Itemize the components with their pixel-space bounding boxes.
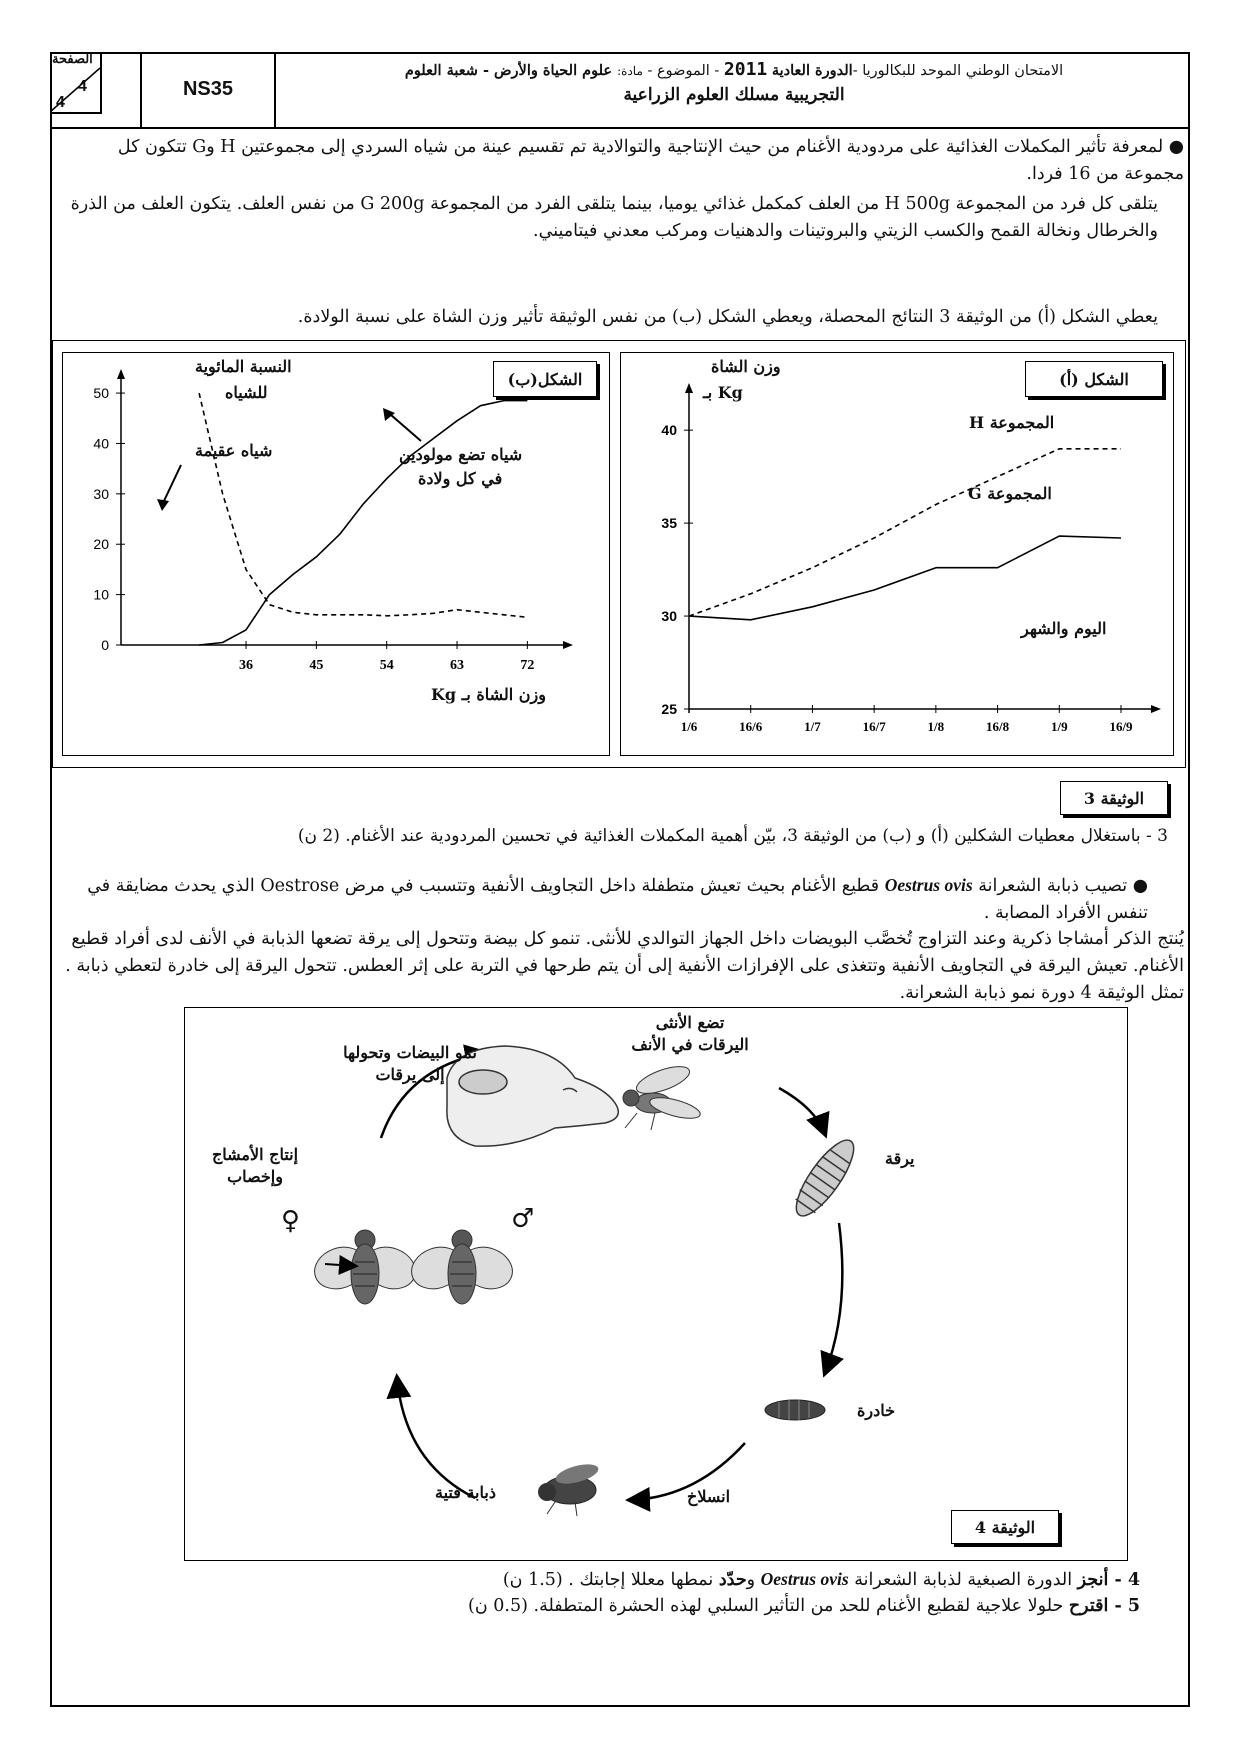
larva-icon (787, 1133, 863, 1224)
header-track: التجريبية مسلك العلوم الزراعية (623, 85, 845, 105)
oestrus-paragraph-1 (58, 872, 1148, 927)
chart-b-ytick-label: 20 (93, 536, 109, 553)
chart-b-xtick-label: 72 (520, 658, 535, 673)
chart-a-xtick-label: 1/8 (927, 719, 945, 734)
chart-b-twins-arrow (391, 415, 421, 441)
chart-b-frame (62, 352, 610, 756)
intro-paragraph-2: يتلقى كل فرد من المجموعة H 500g من العلف كمكمل غذائي يوميا، بينما يتلقى الفرد من المجموعة G 200g من نفس العلف. يتكون العلف من الذرة والخرطال ونخالة القمح والكسب الزيتي والبروتينات والدهنيات ومركب معدني فيتاميني. (70, 194, 1158, 241)
q4-verb-1: أنجز (1077, 1570, 1109, 1590)
chart-b-title: الشكل(ب) (493, 361, 597, 397)
chart-b-ytick-label: 10 (93, 586, 109, 603)
chart-a-frame (620, 352, 1174, 756)
female-symbol-icon: ♀ (281, 1206, 301, 1236)
chart-a (621, 353, 1173, 755)
chart-b-twins-arrowhead (383, 408, 395, 421)
intro-paragraph-3: يعطي الشكل (أ) من الوثيقة 3 النتائج المحصلة، ويعطي الشكل (ب) من نفس الوثيقة تأثير وزن الشاة على نسبة الولادة. (297, 307, 1158, 327)
document-3-label: الوثيقة 3 (1060, 781, 1168, 815)
chart-b-xtick-label: 36 (239, 658, 254, 673)
chart-a-group-g: المجموعة G (968, 484, 1052, 503)
q5-number: 5 - (1108, 1596, 1140, 1616)
chart-a-xtick-label: 16/6 (739, 719, 763, 734)
cycle-eggs-1: نمو البيضات وتحولها (343, 1043, 477, 1062)
male-symbol-icon: ♂ (511, 1204, 535, 1234)
header-topic: - الموضوع - (642, 63, 724, 79)
header-subject-label: مادة: (617, 64, 643, 78)
oestrus-species: Oestrus ovis (884, 875, 973, 895)
chart-b-xtick-label: 45 (309, 658, 324, 673)
exam-header (50, 52, 1190, 129)
chart-a-ytick-label: 40 (661, 422, 677, 439)
chart-a-ytick-label: 25 (661, 701, 677, 717)
chart-a-xtick-label: 16/9 (1109, 719, 1133, 734)
chart-a-yunit-text: Kg بـ (703, 383, 743, 402)
chart-b-series-line-twins (199, 401, 527, 645)
q4-text-1: الدورة الصبغية لذبابة الشعرانة (848, 1570, 1078, 1590)
chart-b-twins-label-1: شياه تضع مولودين (399, 445, 523, 464)
chart-b-xtick-label: 54 (379, 658, 394, 673)
cycle-label-molt: انسلاخ (687, 1487, 731, 1506)
header-branch: شعبة العلوم (404, 62, 478, 79)
intro-paragraph-1: ● لمعرفة تأثير المكملات الغذائية على مردودية الأغنام من حيث الإنتاجية والتوالادية تم تقسيم عينة من شياه السردي إلى مجموعتين H وG تتكون كل مجموعة من 16 فردا. (117, 137, 1184, 184)
chart-a-series-line-h (689, 449, 1121, 616)
cycle-gametes-2: وإخصاب (227, 1167, 283, 1186)
chart-a-xtick-label: 1/9 (1050, 719, 1068, 734)
cycle-label-pupa: خادرة (857, 1401, 895, 1420)
cycle-label-female-lays (615, 1012, 765, 1056)
adult-male-fly-icon (406, 1230, 519, 1304)
young-fly-icon (538, 1461, 600, 1516)
oestrus-p1-end: قطيع الأغنام بحيث تعيش متطفلة داخل التجاويف الأنفية وتتسبب في مرض Oestrose الذي يحدث مضايقة في تنفس الأفراد المصابة . (87, 876, 1148, 923)
oestrus-p1-start: ● تصيب ذبابة الشعرانة (972, 876, 1148, 896)
chart-a-xtick-label: 1/7 (804, 719, 821, 734)
arrow-fly-to-adults (397, 1378, 475, 1498)
chart-a-series-line-g (689, 536, 1121, 620)
page-number-box (50, 52, 102, 114)
page-total: 4 (56, 94, 65, 111)
q5-verb: اقترح (1068, 1596, 1109, 1616)
page-number: 4 (78, 78, 87, 95)
chart-a-ytick-label: 35 (661, 515, 677, 532)
chart-b-xtick-label: 63 (450, 658, 465, 673)
chart-b-ylabel-1: النسبة المائوية (195, 357, 292, 376)
cycle-label-young-fly: ذبابة فتية (435, 1483, 496, 1502)
header-year: 2011 (723, 59, 768, 80)
page-label: الصفحة (52, 52, 93, 67)
cycle-female-lays-2: اليرقات في الأنف (631, 1035, 749, 1054)
arrow-to-larva (779, 1088, 825, 1134)
chart-a-ylabel: وزن الشاة (711, 357, 781, 376)
cycle-gametes-1: إنتاج الأمشاج (211, 1145, 299, 1164)
chart-a-y-arrow (685, 383, 693, 393)
chart-b-sterile-arrow (163, 465, 181, 503)
pupa-icon (765, 1400, 825, 1420)
chart-a-group-h: المجموعة H (969, 413, 1055, 432)
chart-b-ylabel-2: للشياه (225, 383, 268, 402)
q4-and: و (746, 1570, 761, 1590)
oestrus-paragraph-2: يُنتج الذكر أمشاجا ذكرية وعند التزاوج تُخصَّب البويضات داخل الجهاز التوالدي للأنثى. تنمو كل بيضة وتتحول إلى يرقة تضعها الذبابة في الأنف لدى أفراد قطيع الأغنام. تعيش اليرقة في التجاويف الأنفية وتتغذى على الإفرازات الأنفية إلى أن يتم طرحها في التربة على إثر العطس. تتحول اليرقة إلى خادرة لتعطي ذبابة . تمثل الوثيقة 4 دورة نمو ذبابة الشعرانة. (65, 929, 1184, 1003)
chart-a-xtick-label: 16/8 (986, 719, 1010, 734)
chart-a-ytick-label: 30 (661, 608, 677, 625)
header-title (278, 52, 1190, 127)
chart-b-ytick-label: 40 (93, 435, 109, 452)
chart-a-title: الشكل (أ) (1025, 361, 1163, 397)
q4-verb-2: حدّد (718, 1570, 747, 1590)
chart-a-yunit (703, 383, 743, 402)
arrow-larva-to-pupa (825, 1223, 842, 1373)
chart-b-xlabel-text: وزن الشاة بـ Kg (431, 685, 546, 704)
chart-b-ytick-label: 0 (101, 637, 109, 653)
cycle-label-eggs (325, 1042, 495, 1086)
cycle-label-larva: يرقة (885, 1149, 915, 1168)
chart-a-xlabel: اليوم والشهر (1021, 619, 1107, 638)
cycle-diagram (185, 1008, 1127, 1560)
oestrus-life-cycle (184, 1007, 1128, 1561)
chart-b-ytick-label: 30 (93, 485, 109, 502)
chart-b-xlabel (431, 685, 546, 704)
question-3: 3 - باستغلال معطيات الشكلين (أ) و (ب) من الوثيقة 3، بيّن أهمية المكملات الغذائية في تحسين المردودية عند الأغنام. (2 ن) (297, 826, 1168, 846)
chart-a-xtick-label: 1/6 (680, 719, 698, 734)
question-5 (100, 1593, 1140, 1620)
cycle-female-lays-1: تضع الأنثى (655, 1013, 725, 1032)
chart-b-y-arrow (117, 369, 125, 379)
chart-b-ytick-label: 50 (93, 385, 109, 402)
adult-female-fly-icon (309, 1230, 422, 1304)
q4-text-2: نمطها معللا إجابتك . (1.5 ن) (502, 1570, 719, 1590)
document-4-label: الوثيقة 4 (951, 1510, 1059, 1544)
chart-a-x-arrow (1151, 705, 1161, 713)
q4-number: 4 - (1108, 1570, 1140, 1590)
chart-b-sterile-label: شياه عقيمة (195, 441, 273, 460)
header-session: الدورة العادية (771, 62, 853, 79)
q5-text: حلولا علاجية لقطيع الأغنام للحد من التأثير السلبي لهذه الحشرة المتطفلة. (0.5 ن) (468, 1596, 1069, 1616)
cycle-label-gametes (185, 1144, 325, 1188)
q4-species: Oestrus ovis (760, 1569, 849, 1589)
chart-b-twins-label-2: في كل ولادة (418, 469, 503, 488)
question-4 (100, 1566, 1140, 1594)
header-subject: علوم الحياة والأرض - (477, 62, 618, 79)
chart-a-xtick-label: 16/7 (862, 719, 886, 734)
chart-b-x-arrow (563, 641, 573, 649)
adult-female-fly-icon (623, 1061, 702, 1130)
header-exam-label: الامتحان الوطني الموحد للبكالوريا - (852, 63, 1064, 79)
cycle-eggs-2: إلى يرقات (375, 1065, 445, 1084)
chart-b-sterile-arrowhead (157, 499, 169, 511)
exam-code: NS35 (140, 52, 276, 127)
